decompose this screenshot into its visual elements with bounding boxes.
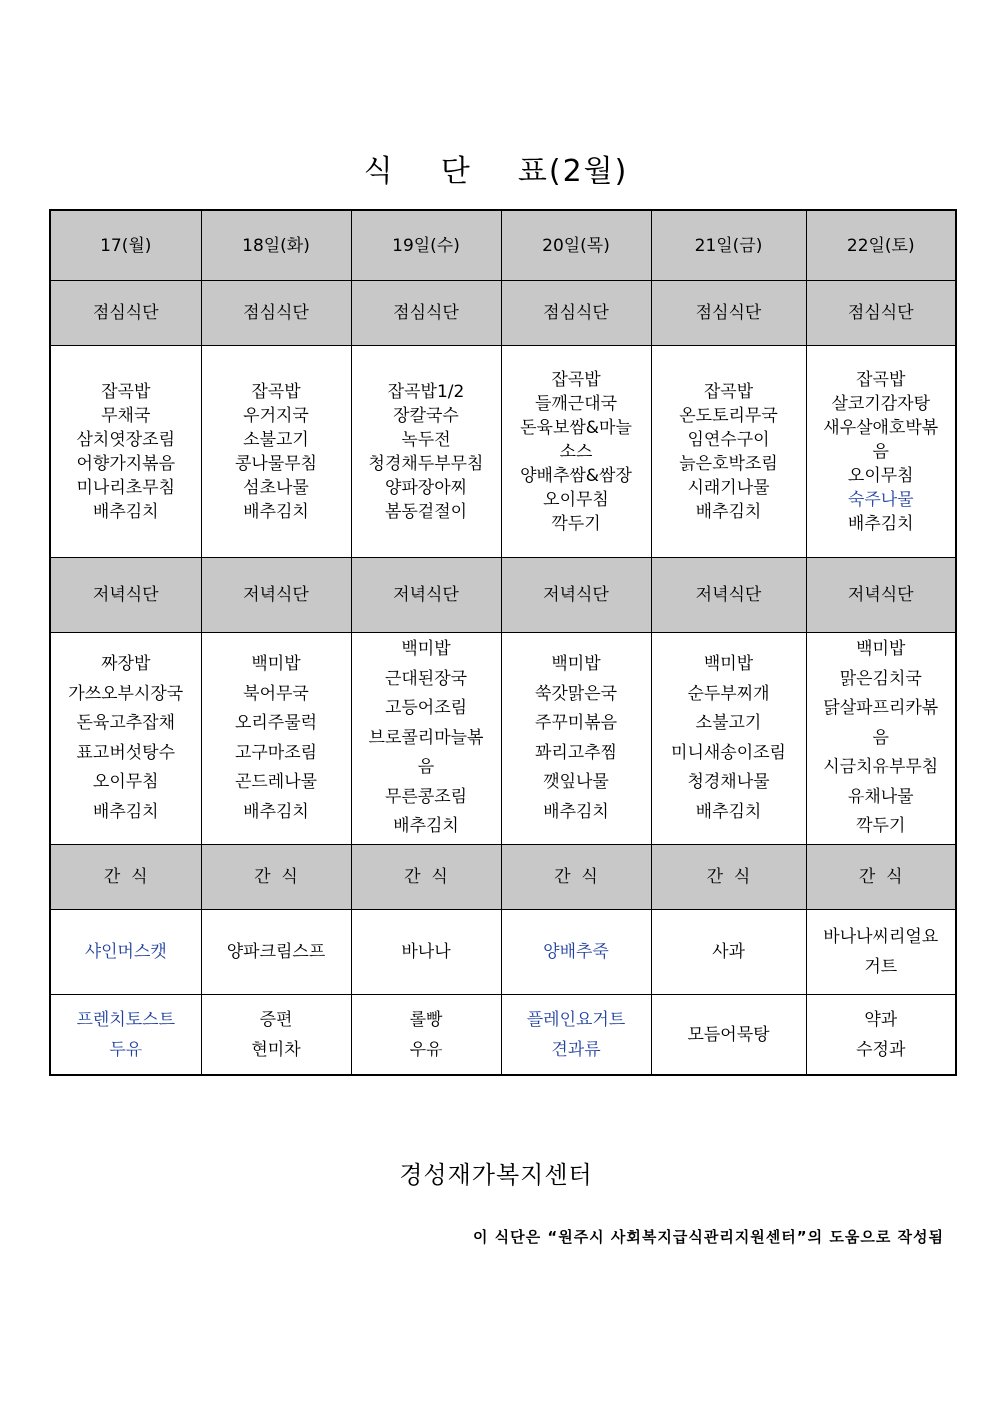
menu-item: 돈육고추잡채 (76, 713, 176, 733)
menu-item: 백미밥 (251, 654, 301, 674)
lunch-menu-cell (50, 346, 201, 558)
menu-item: 배추김치 (243, 501, 309, 522)
day-header: 18일(화) (201, 210, 351, 281)
menu-item: 미나리초무침 (76, 477, 176, 498)
menu-item: 현미차 (251, 1039, 301, 1060)
menu-item: 바나나씨리얼요 (823, 927, 939, 947)
snack-cell (50, 995, 201, 1076)
menu-item: 콩나물무침 (234, 453, 318, 474)
menu-item: 두유 (109, 1039, 143, 1060)
snack-morning-row (50, 910, 956, 995)
menu-item: 소스 (559, 441, 593, 462)
day-header-row (50, 210, 956, 281)
menu-item: 양파장아찌 (384, 477, 468, 498)
lunch-menu-cell (806, 346, 956, 558)
menu-item: 어향가지볶음 (76, 453, 176, 474)
dinner-label: 저녁식단 (501, 558, 651, 633)
menu-item: 배추김치 (92, 801, 159, 822)
menu-item: 약과 (864, 1009, 898, 1030)
menu-item: 양배추쌈&쌈장 (520, 465, 632, 486)
menu-item: 백미밥 (551, 654, 601, 674)
menu-item: 배추김치 (92, 501, 159, 522)
menu-item: 시금치유부무침 (823, 757, 939, 778)
snack-label: 간 식 (50, 845, 201, 910)
menu-item: 근대된장국 (384, 668, 468, 689)
menu-item: 음 (872, 441, 889, 462)
menu-item: 고등어조림 (384, 698, 468, 719)
dinner-label: 저녁식단 (201, 558, 351, 633)
snack-label: 간 식 (651, 845, 806, 910)
menu-item: 오이무침 (543, 489, 609, 510)
menu-item: 소불고기 (695, 713, 762, 733)
day-header: 17(월) (50, 210, 201, 281)
dinner-label: 저녁식단 (50, 558, 201, 633)
menu-item: 브로콜리마늘볶 (368, 727, 484, 748)
day-header: 20일(목) (501, 210, 651, 281)
menu-item: 플레인요거트 (526, 1009, 626, 1030)
menu-item: 섬초나물 (243, 477, 309, 498)
menu-item: 음 (417, 757, 435, 778)
menu-item: 돈육보쌈&마늘 (520, 417, 632, 438)
menu-item: 임연수구이 (687, 429, 770, 450)
lunch-label: 점심식단 (201, 281, 351, 346)
menu-item: 견과류 (551, 1039, 601, 1060)
lunch-menu-row (50, 346, 956, 558)
organization-name: 경성재가복지센터 (399, 1161, 593, 1189)
menu-item: 배추김치 (695, 801, 762, 822)
menu-item: 샤인머스캣 (84, 942, 167, 962)
menu-item: 양파크림스프 (226, 942, 326, 962)
menu-item: 배추김치 (243, 801, 309, 822)
menu-item: 유채나물 (847, 786, 914, 807)
menu-item: 깍두기 (551, 513, 601, 534)
menu-item: 잡곡밥 (551, 369, 601, 390)
menu-item: 봄동겉절이 (384, 501, 468, 522)
day-header: 19일(수) (351, 210, 501, 281)
menu-item: 거트 (864, 957, 898, 977)
menu-item: 늙은호박조림 (679, 453, 778, 474)
menu-item: 청경채나물 (687, 772, 770, 792)
snack-cell (651, 995, 806, 1076)
menu-item: 잡곡밥1/2 (387, 381, 465, 402)
menu-item: 오이무침 (847, 465, 914, 486)
dinner-menu-cell (651, 633, 806, 845)
menu-item: 배추김치 (543, 801, 609, 822)
menu-item: 백미밥 (703, 654, 754, 674)
lunch-label: 점심식단 (806, 281, 956, 346)
menu-item: 우거지국 (243, 405, 309, 426)
menu-item: 배추김치 (393, 816, 459, 837)
menu-item: 배추김치 (695, 501, 762, 522)
menu-item: 소불고기 (243, 429, 309, 450)
menu-item: 잡곡밥 (703, 381, 754, 402)
menu-item: 들깨근대국 (534, 393, 618, 414)
snack-cell (351, 910, 501, 995)
snack-label: 간 식 (201, 845, 351, 910)
snack-afternoon-row (50, 995, 956, 1076)
snack-cell (201, 910, 351, 995)
dinner-label: 저녁식단 (351, 558, 501, 633)
menu-item: 곤드레나물 (234, 772, 318, 792)
menu-item: 사과 (712, 942, 745, 962)
menu-item: 장칼국수 (393, 405, 459, 426)
menu-item: 청경채두부무침 (368, 453, 484, 474)
menu-item: 깻잎나물 (543, 772, 609, 792)
menu-item: 잡곡밥 (101, 381, 151, 402)
menu-item: 양배추죽 (543, 942, 609, 962)
menu-item: 순두부찌개 (687, 683, 770, 704)
menu-item: 오리주물럭 (234, 713, 318, 733)
menu-item: 프렌치토스트 (76, 1009, 176, 1030)
menu-item: 쑥갓맑은국 (534, 683, 618, 704)
lunch-menu-cell (201, 346, 351, 558)
dinner-menu-cell (201, 633, 351, 845)
menu-item: 수정과 (856, 1039, 906, 1060)
snack-cell (351, 995, 501, 1076)
menu-item: 숙주나물 (847, 489, 914, 510)
snack-cell (50, 910, 201, 995)
dinner-menu-row (50, 633, 956, 845)
menu-item: 백미밥 (401, 639, 451, 660)
menu-item: 삼치엿장조림 (76, 429, 176, 450)
menu-item: 백미밥 (856, 639, 906, 660)
snack-cell (806, 995, 956, 1076)
menu-item: 배추김치 (847, 513, 914, 534)
footnote: 이 식단은 “원주시 사회복지급식관리지원센터”의 도움으로 작성됨 (472, 1228, 944, 1246)
lunch-label: 점심식단 (501, 281, 651, 346)
menu-item: 오이무침 (92, 772, 159, 792)
snack-cell (806, 910, 956, 995)
menu-item: 음 (872, 727, 889, 748)
menu-item: 깍두기 (856, 816, 906, 837)
lunch-menu-cell (351, 346, 501, 558)
menu-item: 무채국 (101, 405, 151, 426)
menu-item: 짜장밥 (101, 654, 151, 674)
menu-item: 무른콩조림 (384, 786, 468, 807)
lunch-label: 점심식단 (50, 281, 201, 346)
menu-item: 주꾸미볶음 (534, 713, 618, 733)
menu-item: 바나나 (401, 942, 451, 962)
snack-cell (501, 910, 651, 995)
menu-item: 고구마조림 (234, 742, 318, 763)
menu-item: 맑은김치국 (839, 668, 922, 689)
lunch-label: 점심식단 (651, 281, 806, 346)
snack-label: 간 식 (806, 845, 956, 910)
dinner-label-row (50, 558, 956, 633)
dinner-menu-cell (806, 633, 956, 845)
menu-item: 살코기감자탕 (831, 393, 931, 414)
snack-label: 간 식 (351, 845, 501, 910)
snack-cell (201, 995, 351, 1076)
menu-item: 꽈리고추찜 (534, 742, 618, 763)
dinner-menu-cell (501, 633, 651, 845)
dinner-label: 저녁식단 (651, 558, 806, 633)
meal-plan-table (49, 209, 957, 1076)
menu-item: 롤빵 (409, 1009, 443, 1030)
snack-label: 간 식 (501, 845, 651, 910)
lunch-label-row (50, 281, 956, 346)
dinner-label: 저녁식단 (806, 558, 956, 633)
page-title: 식 단 표(2월) (363, 154, 629, 189)
menu-item: 가쓰오부시장국 (68, 683, 184, 704)
lunch-menu-cell (501, 346, 651, 558)
dinner-menu-cell (351, 633, 501, 845)
lunch-menu-cell (651, 346, 806, 558)
menu-item: 닭살파프리카볶 (823, 698, 939, 719)
menu-item: 새우살애호박볶 (823, 417, 939, 438)
menu-item: 북어무국 (243, 683, 309, 704)
menu-item: 시래기나물 (687, 477, 770, 498)
dinner-menu-cell (50, 633, 201, 845)
menu-item: 잡곡밥 (856, 369, 906, 390)
menu-item: 모듬어묵탕 (687, 1024, 770, 1045)
snack-label-row (50, 845, 956, 910)
lunch-label: 점심식단 (351, 281, 501, 346)
menu-item: 녹두전 (401, 429, 451, 450)
day-header: 21일(금) (651, 210, 806, 281)
snack-cell (501, 995, 651, 1076)
menu-item: 온도토리무국 (679, 405, 778, 426)
menu-item: 잡곡밥 (251, 381, 301, 402)
menu-item: 미니새송이조림 (671, 742, 786, 763)
menu-item: 증편 (259, 1009, 293, 1030)
day-header: 22일(토) (806, 210, 956, 281)
menu-item: 우유 (409, 1039, 443, 1060)
snack-cell (651, 910, 806, 995)
menu-item: 표고버섯탕수 (76, 742, 176, 763)
